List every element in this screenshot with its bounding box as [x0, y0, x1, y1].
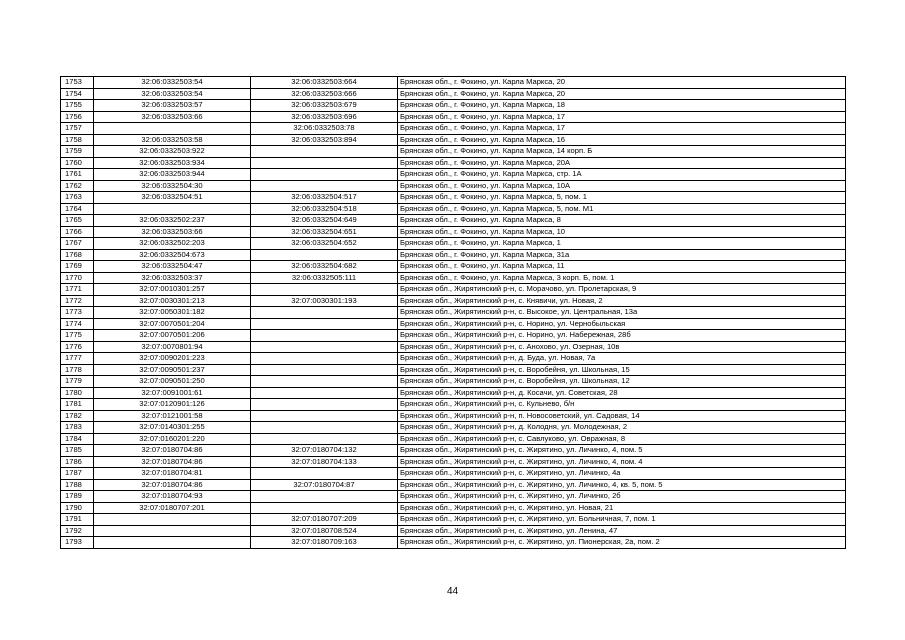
address-cell: Брянская обл., г. Фокино, ул. Карла Маркса, 17 [398, 123, 846, 135]
row-number-cell: 1771 [61, 284, 94, 296]
table-row [61, 491, 846, 503]
cadastral-number-parcel-cell: 32:07:0050301:182 [94, 307, 251, 319]
address-cell: Брянская обл., Жирятинский р-н, п. Новосоветский, ул. Садовая, 14 [398, 410, 846, 422]
address-cell: Брянская обл., Жирятинский р-н, с. Кульнево, б/н [398, 399, 846, 411]
row-number-cell: 1768 [61, 249, 94, 261]
row-number-cell: 1757 [61, 123, 94, 135]
table-row [61, 295, 846, 307]
address-cell: Брянская обл., Жирятинский р-н, с. Жирятино, ул. Больничная, 7, пом. 1 [398, 514, 846, 526]
cadastral-number-parcel-cell: 32:07:0180707:201 [94, 502, 251, 514]
cadastral-number-parcel-cell: 32:07:0070501:204 [94, 318, 251, 330]
cadastral-number-parcel-cell: 32:06:0332503:54 [94, 77, 251, 89]
registry-table [60, 76, 846, 549]
cadastral-number-object-cell [251, 387, 398, 399]
table-row [61, 525, 846, 537]
address-cell: Брянская обл., г. Фокино, ул. Карла Маркса, 3 корп. Б, пом. 1 [398, 272, 846, 284]
table-row [61, 456, 846, 468]
table-row [61, 353, 846, 365]
address-cell: Брянская обл., г. Фокино, ул. Карла Маркса, 14 корп. Б [398, 146, 846, 158]
address-cell: Брянская обл., Жирятинский р-н, д. Колодня, ул. Молодежная, 2 [398, 422, 846, 434]
cadastral-number-parcel-cell: 32:07:0090501:237 [94, 364, 251, 376]
cadastral-number-object-cell [251, 249, 398, 261]
cadastral-number-object-cell: 32:06:0332504:517 [251, 192, 398, 204]
table-row [61, 100, 846, 112]
cadastral-number-parcel-cell: 32:06:0332503:57 [94, 100, 251, 112]
address-cell: Брянская обл., г. Фокино, ул. Карла Маркса, 20А [398, 157, 846, 169]
address-cell: Брянская обл., Жирятинский р-н, с. Высокое, ул. Центральная, 13а [398, 307, 846, 319]
cadastral-number-object-cell [251, 468, 398, 480]
cadastral-number-parcel-cell: 32:06:0332503:66 [94, 111, 251, 123]
cadastral-number-object-cell: 32:07:0030301:193 [251, 295, 398, 307]
address-cell: Брянская обл., Жирятинский р-н, с. Жирятино, ул. Личинко, 4а [398, 468, 846, 480]
cadastral-number-object-cell: 32:07:0180704:87 [251, 479, 398, 491]
row-number-cell: 1772 [61, 295, 94, 307]
table-row [61, 387, 846, 399]
address-cell: Брянская обл., г. Фокино, ул. Карла Маркса, 16 [398, 134, 846, 146]
row-number-cell: 1754 [61, 88, 94, 100]
address-cell: Брянская обл., г. Фокино, ул. Карла Маркса, 11 [398, 261, 846, 273]
address-cell: Брянская обл., г. Фокино, ул. Карла Маркса, 10А [398, 180, 846, 192]
row-number-cell: 1793 [61, 537, 94, 549]
cadastral-number-object-cell [251, 307, 398, 319]
address-cell: Брянская обл., г. Фокино, ул. Карла Маркса, 31а [398, 249, 846, 261]
cadastral-number-object-cell [251, 364, 398, 376]
address-cell: Брянская обл., г. Фокино, ул. Карла Маркса, 20 [398, 77, 846, 89]
cadastral-number-parcel-cell: 32:07:0070801:94 [94, 341, 251, 353]
cadastral-number-object-cell [251, 353, 398, 365]
cadastral-number-parcel-cell: 32:07:0160201:220 [94, 433, 251, 445]
table-row [61, 364, 846, 376]
address-cell: Брянская обл., г. Фокино, ул. Карла Маркса, 8 [398, 215, 846, 227]
row-number-cell: 1759 [61, 146, 94, 158]
row-number-cell: 1762 [61, 180, 94, 192]
row-number-cell: 1785 [61, 445, 94, 457]
address-cell: Брянская обл., Жирятинский р-н, с. Савлуково, ул. Овражная, 8 [398, 433, 846, 445]
cadastral-number-parcel-cell: 32:06:0332504:673 [94, 249, 251, 261]
registry-table-body [61, 77, 846, 549]
address-cell: Брянская обл., Жирятинский р-н, с. Воробейня, ул. Школьная, 15 [398, 364, 846, 376]
cadastral-number-parcel-cell: 32:07:0121001:58 [94, 410, 251, 422]
row-number-cell: 1773 [61, 307, 94, 319]
cadastral-number-object-cell: 32:07:0180704:133 [251, 456, 398, 468]
address-cell: Брянская обл., г. Фокино, ул. Карла Маркса, стр. 1А [398, 169, 846, 181]
cadastral-number-parcel-cell [94, 203, 251, 215]
table-row [61, 433, 846, 445]
cadastral-number-object-cell [251, 433, 398, 445]
cadastral-number-object-cell: 32:06:0332503:679 [251, 100, 398, 112]
cadastral-number-object-cell: 32:06:0332504:649 [251, 215, 398, 227]
table-row [61, 123, 846, 135]
table-row [61, 284, 846, 296]
table-row [61, 169, 846, 181]
table-row [61, 330, 846, 342]
table-row [61, 399, 846, 411]
address-cell: Брянская обл., Жирятинский р-н, с. Морачово, ул. Пролетарская, 9 [398, 284, 846, 296]
cadastral-number-object-cell [251, 180, 398, 192]
page-number: 44 [446, 586, 459, 597]
address-cell: Брянская обл., Жирятинский р-н, с. Жирятино, ул. Пионерская, 2а, пом. 2 [398, 537, 846, 549]
cadastral-number-object-cell [251, 330, 398, 342]
cadastral-number-object-cell [251, 399, 398, 411]
cadastral-number-object-cell [251, 410, 398, 422]
cadastral-number-object-cell [251, 157, 398, 169]
row-number-cell: 1787 [61, 468, 94, 480]
table-row [61, 376, 846, 388]
cadastral-number-parcel-cell: 32:07:0090501:250 [94, 376, 251, 388]
row-number-cell: 1784 [61, 433, 94, 445]
table-row [61, 261, 846, 273]
table-row [61, 307, 846, 319]
address-cell: Брянская обл., Жирятинский р-н, д. Косачи, ул. Советская, 28 [398, 387, 846, 399]
table-row [61, 88, 846, 100]
cadastral-number-object-cell: 32:06:0332503:696 [251, 111, 398, 123]
address-cell: Брянская обл., Жирятинский р-н, д. Буда, ул. Новая, 7а [398, 353, 846, 365]
row-number-cell: 1755 [61, 100, 94, 112]
address-cell: Брянская обл., Жирятинский р-н, с. Жирятино, ул. Личинко, 4, пом. 5 [398, 445, 846, 457]
row-number-cell: 1788 [61, 479, 94, 491]
table-row [61, 318, 846, 330]
cadastral-number-parcel-cell: 32:06:0332503:944 [94, 169, 251, 181]
row-number-cell: 1770 [61, 272, 94, 284]
cadastral-number-object-cell: 32:07:0180708:524 [251, 525, 398, 537]
cadastral-number-object-cell [251, 422, 398, 434]
table-row [61, 226, 846, 238]
cadastral-number-object-cell: 32:06:0332503:666 [251, 88, 398, 100]
row-number-cell: 1753 [61, 77, 94, 89]
cadastral-number-object-cell [251, 169, 398, 181]
row-number-cell: 1778 [61, 364, 94, 376]
address-cell: Брянская обл., Жирятинский р-н, с. Жирятино, ул. Личинко, 4, кв. 5, пом. 5 [398, 479, 846, 491]
table-row [61, 134, 846, 146]
table-row [61, 479, 846, 491]
cadastral-number-parcel-cell: 32:07:0180704:81 [94, 468, 251, 480]
cadastral-number-parcel-cell: 32:06:0332503:37 [94, 272, 251, 284]
cadastral-number-parcel-cell: 32:06:0332503:934 [94, 157, 251, 169]
cadastral-number-parcel-cell: 32:07:0070501:206 [94, 330, 251, 342]
row-number-cell: 1790 [61, 502, 94, 514]
address-cell: Брянская обл., г. Фокино, ул. Карла Маркса, 17 [398, 111, 846, 123]
cadastral-number-parcel-cell: 32:07:0030301:213 [94, 295, 251, 307]
cadastral-number-parcel-cell: 32:06:0332502:237 [94, 215, 251, 227]
row-number-cell: 1782 [61, 410, 94, 422]
cadastral-number-object-cell: 32:06:0332503:664 [251, 77, 398, 89]
table-row [61, 111, 846, 123]
row-number-cell: 1763 [61, 192, 94, 204]
cadastral-number-object-cell [251, 284, 398, 296]
cadastral-number-parcel-cell [94, 525, 251, 537]
cadastral-number-object-cell: 32:06:0332505:111 [251, 272, 398, 284]
address-cell: Брянская обл., Жирятинский р-н, с. Норино, ул. Набережная, 28б [398, 330, 846, 342]
address-cell: Брянская обл., Жирятинский р-н, с. Жирятино, ул. Новая, 21 [398, 502, 846, 514]
cadastral-number-object-cell: 32:06:0332504:652 [251, 238, 398, 250]
table-row [61, 445, 846, 457]
cadastral-number-object-cell: 32:06:0332503:78 [251, 123, 398, 135]
address-cell: Брянская обл., г. Фокино, ул. Карла Маркса, 10 [398, 226, 846, 238]
row-number-cell: 1774 [61, 318, 94, 330]
table-row [61, 192, 846, 204]
row-number-cell: 1791 [61, 514, 94, 526]
cadastral-number-parcel-cell [94, 514, 251, 526]
address-cell: Брянская обл., г. Фокино, ул. Карла Маркса, 1 [398, 238, 846, 250]
cadastral-number-parcel-cell: 32:06:0332504:30 [94, 180, 251, 192]
cadastral-number-object-cell: 32:06:0332504:518 [251, 203, 398, 215]
address-cell: Брянская обл., г. Фокино, ул. Карла Маркса, 5, пом. М1 [398, 203, 846, 215]
row-number-cell: 1789 [61, 491, 94, 503]
address-cell: Брянская обл., Жирятинский р-н, с. Княвичи, ул. Новая, 2 [398, 295, 846, 307]
row-number-cell: 1758 [61, 134, 94, 146]
address-cell: Брянская обл., Жирятинский р-н, с. Анохово, ул. Озерная, 10в [398, 341, 846, 353]
table-row [61, 215, 846, 227]
cadastral-number-parcel-cell: 32:07:0180704:86 [94, 479, 251, 491]
table-row [61, 249, 846, 261]
row-number-cell: 1777 [61, 353, 94, 365]
cadastral-number-parcel-cell: 32:07:0180704:93 [94, 491, 251, 503]
cadastral-number-object-cell [251, 318, 398, 330]
cadastral-number-object-cell [251, 502, 398, 514]
table-row [61, 146, 846, 158]
row-number-cell: 1764 [61, 203, 94, 215]
cadastral-number-parcel-cell: 32:06:0332504:47 [94, 261, 251, 273]
cadastral-number-parcel-cell: 32:06:0332503:58 [94, 134, 251, 146]
row-number-cell: 1761 [61, 169, 94, 181]
table-row [61, 77, 846, 89]
address-cell: Брянская обл., Жирятинский р-н, с. Воробейня, ул. Школьная, 12 [398, 376, 846, 388]
cadastral-number-parcel-cell [94, 537, 251, 549]
address-cell: Брянская обл., г. Фокино, ул. Карла Маркса, 18 [398, 100, 846, 112]
cadastral-number-object-cell [251, 146, 398, 158]
cadastral-number-object-cell [251, 376, 398, 388]
cadastral-number-parcel-cell [94, 123, 251, 135]
row-number-cell: 1780 [61, 387, 94, 399]
cadastral-number-object-cell: 32:07:0180704:132 [251, 445, 398, 457]
cadastral-number-parcel-cell: 32:07:0010301:257 [94, 284, 251, 296]
cadastral-number-parcel-cell: 32:06:0332503:54 [94, 88, 251, 100]
cadastral-number-parcel-cell: 32:06:0332503:922 [94, 146, 251, 158]
row-number-cell: 1760 [61, 157, 94, 169]
row-number-cell: 1766 [61, 226, 94, 238]
table-row [61, 341, 846, 353]
row-number-cell: 1776 [61, 341, 94, 353]
address-cell: Брянская обл., Жирятинский р-н, с. Жирятино, ул. Личинко, 4, пом. 4 [398, 456, 846, 468]
table-row [61, 157, 846, 169]
cadastral-number-object-cell: 32:06:0332503:894 [251, 134, 398, 146]
table-row [61, 468, 846, 480]
row-number-cell: 1781 [61, 399, 94, 411]
row-number-cell: 1767 [61, 238, 94, 250]
cadastral-number-object-cell [251, 491, 398, 503]
cadastral-number-parcel-cell: 32:07:0180704:86 [94, 456, 251, 468]
table-row [61, 514, 846, 526]
address-cell: Брянская обл., Жирятинский р-н, с. Жирятино, ул. Ленина, 47 [398, 525, 846, 537]
row-number-cell: 1769 [61, 261, 94, 273]
row-number-cell: 1783 [61, 422, 94, 434]
cadastral-number-object-cell: 32:07:0180707:209 [251, 514, 398, 526]
address-cell: Брянская обл., Жирятинский р-н, с. Жирятино, ул. Личинко, 2б [398, 491, 846, 503]
row-number-cell: 1756 [61, 111, 94, 123]
row-number-cell: 1765 [61, 215, 94, 227]
row-number-cell: 1775 [61, 330, 94, 342]
address-cell: Брянская обл., г. Фокино, ул. Карла Маркса, 5, пом. 1 [398, 192, 846, 204]
cadastral-number-object-cell: 32:07:0180709:163 [251, 537, 398, 549]
cadastral-number-object-cell: 32:06:0332504:682 [251, 261, 398, 273]
table-row [61, 410, 846, 422]
cadastral-number-parcel-cell: 32:07:0140301:255 [94, 422, 251, 434]
table-row [61, 502, 846, 514]
table-row [61, 180, 846, 192]
row-number-cell: 1779 [61, 376, 94, 388]
table-row [61, 422, 846, 434]
address-cell: Брянская обл., Жирятинский р-н, с. Норино, ул. Чернобыльская [398, 318, 846, 330]
cadastral-number-parcel-cell: 32:07:0120901:126 [94, 399, 251, 411]
cadastral-number-object-cell: 32:06:0332504:651 [251, 226, 398, 238]
row-number-cell: 1792 [61, 525, 94, 537]
cadastral-number-parcel-cell: 32:07:0090201:223 [94, 353, 251, 365]
table-row [61, 537, 846, 549]
address-cell: Брянская обл., г. Фокино, ул. Карла Маркса, 20 [398, 88, 846, 100]
row-number-cell: 1786 [61, 456, 94, 468]
cadastral-number-parcel-cell: 32:07:0180704:86 [94, 445, 251, 457]
cadastral-number-parcel-cell: 32:06:0332504:51 [94, 192, 251, 204]
cadastral-number-parcel-cell: 32:07:0091001:61 [94, 387, 251, 399]
cadastral-number-object-cell [251, 341, 398, 353]
cadastral-number-parcel-cell: 32:06:0332503:66 [94, 226, 251, 238]
table-row [61, 203, 846, 215]
table-row [61, 238, 846, 250]
table-row [61, 272, 846, 284]
cadastral-number-parcel-cell: 32:06:0332502:203 [94, 238, 251, 250]
